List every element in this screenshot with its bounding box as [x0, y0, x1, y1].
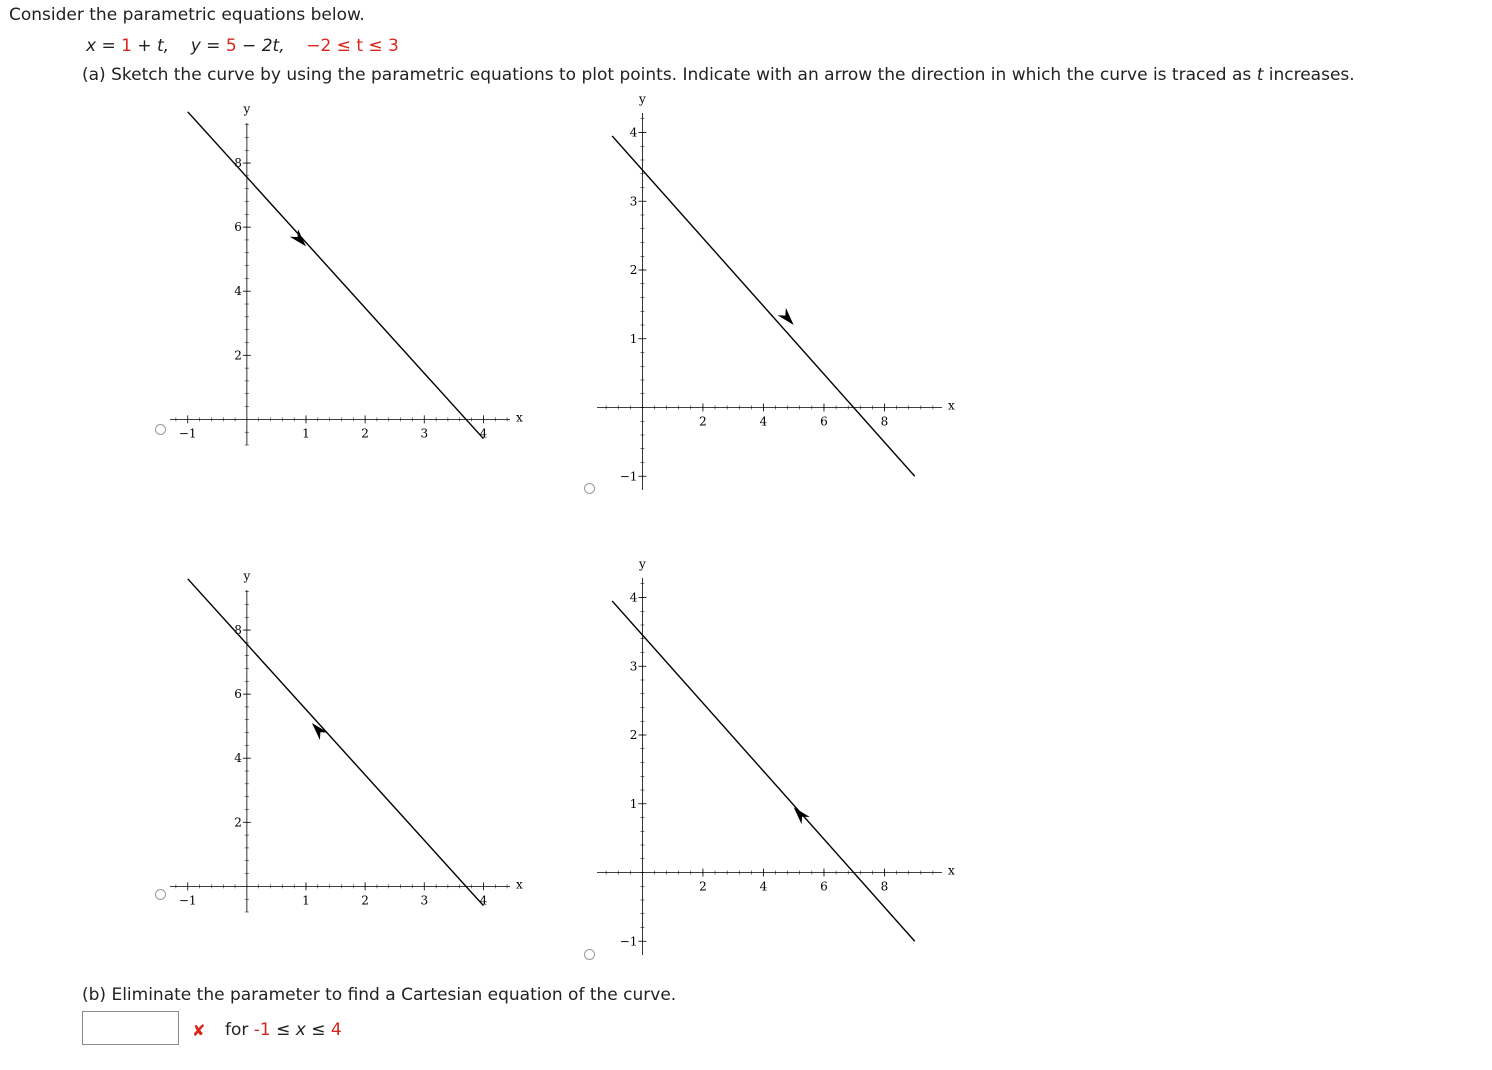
domain-prefix: for [225, 1020, 254, 1040]
plot-top-left-x-tick-label: 1 [302, 426, 310, 441]
plot-top-left-x-tick-label: 4 [479, 426, 488, 441]
plot-top-left-x-axis-label: x [516, 410, 523, 425]
plot-top-left-y-tick-label: 2 [234, 348, 242, 363]
plot-bottom-left-y-tick-label: 6 [234, 687, 242, 702]
plot-bottom-right-y-tick-label: 3 [629, 659, 638, 674]
y-suffix: − 2t, [236, 36, 285, 56]
plot-top-left-y-axis-label: y [243, 102, 251, 116]
plot-top-right-x-axis-label: x [948, 398, 955, 413]
part-b-prompt: (b) Eliminate the parameter to find a Cartesian equation of the curve. [82, 985, 677, 1005]
domain-high: 4 [330, 1020, 342, 1040]
plot-bottom-right-x-tick-label: 4 [759, 879, 768, 894]
plot-top-left-y-tick-label: 4 [234, 284, 242, 299]
plot-top-right-y-tick-label: 1 [629, 331, 638, 346]
cartesian-equation-input[interactable] [82, 1011, 179, 1045]
plot-top-left-direction-arrow [290, 229, 306, 246]
plot-top-right-x-tick-label: 8 [880, 414, 889, 429]
plot-bottom-right-y-tick-label: 1 [629, 796, 638, 811]
radio-option-top-right[interactable] [584, 483, 595, 494]
plot-bottom-right-x-tick-label: 2 [699, 879, 707, 894]
radio-option-bottom-left[interactable] [155, 889, 166, 900]
plot-bottom-left-x-tick-label: 4 [479, 893, 488, 908]
plot-top-right-direction-arrow [778, 308, 794, 325]
plot-bottom-left-y-axis-label: y [243, 569, 251, 583]
incorrect-icon: ✘ [192, 1021, 206, 1040]
plot-bottom-left-y-tick-label: 2 [234, 815, 242, 830]
plot-top-right-y-tick-label: −1 [619, 469, 638, 484]
plot-bottom-right-y-tick-label: −1 [619, 934, 638, 949]
question-intro: Consider the parametric equations below. [9, 5, 365, 25]
plot-bottom-left-y-tick-label: 8 [234, 623, 242, 638]
plot-bottom-left-y-tick-label: 4 [234, 751, 242, 766]
plot-top-right-y-tick-label: 3 [629, 194, 638, 209]
plot-bottom-left-curve [188, 579, 484, 906]
plot-top-left-y-tick-label: 6 [234, 220, 242, 235]
plot-bottom-left-x-tick-label: 2 [361, 893, 369, 908]
plot-top-left-y-tick-label: 8 [234, 156, 242, 171]
radio-option-bottom-right[interactable] [584, 949, 595, 960]
domain-mid: ≤ x ≤ [270, 1020, 331, 1040]
plot-bottom-right-y-tick-label: 4 [629, 590, 638, 605]
plot-bottom-left-x-tick-label: −1 [178, 893, 197, 908]
plot-bottom-left-x-axis-label: x [516, 877, 523, 892]
plot-top-right-y-tick-label: 2 [629, 263, 638, 277]
x-expr: 1 [121, 36, 132, 56]
plot-bottom-left-x-tick-label: 1 [302, 893, 310, 908]
plot-top-right-x-tick-label: 4 [759, 414, 768, 429]
plot-top-right-y-axis-label: y [639, 92, 646, 106]
part-a-var: t [1256, 65, 1264, 85]
part-a-end: increases. [1263, 65, 1355, 85]
plot-top-right-x-tick-label: 6 [820, 414, 828, 429]
plot-bottom-right-y-axis-label: y [639, 557, 646, 571]
plot-top-left-x-tick-label: −1 [178, 426, 197, 441]
x-prefix: x = [86, 36, 122, 56]
plot-bottom-left-x-tick-label: 3 [420, 893, 429, 908]
plot-top-left-curve [188, 112, 484, 439]
plot-top-left-x-tick-label: 3 [420, 426, 429, 441]
domain-text [225, 1020, 342, 1040]
plot-bottom-right-y-tick-label: 2 [629, 728, 638, 742]
plot-bottom-right-direction-arrow [794, 807, 810, 824]
plot-top-left-x-tick-label: 2 [361, 426, 369, 441]
y-prefix: y = [190, 36, 226, 56]
plot-bottom-right-x-tick-label: 8 [880, 879, 889, 894]
y-expr: 5 [225, 36, 237, 56]
plot-bottom-right-x-tick-label: 6 [820, 879, 828, 894]
x-suffix: + t, [131, 36, 170, 56]
part-a-text: (a) Sketch the curve by using the parametric equations to plot points. Indicate with an arrow the direction in which the curve is traced as [82, 65, 1257, 85]
domain-low: -1 [253, 1020, 271, 1040]
plot-top-right-y-tick-label: 4 [629, 125, 638, 140]
plot-bottom-right-x-axis-label: x [948, 863, 955, 878]
plot-top-right-x-tick-label: 2 [699, 414, 707, 429]
radio-option-top-left[interactable] [155, 424, 166, 435]
t-range: −2 ≤ t ≤ 3 [306, 36, 399, 56]
